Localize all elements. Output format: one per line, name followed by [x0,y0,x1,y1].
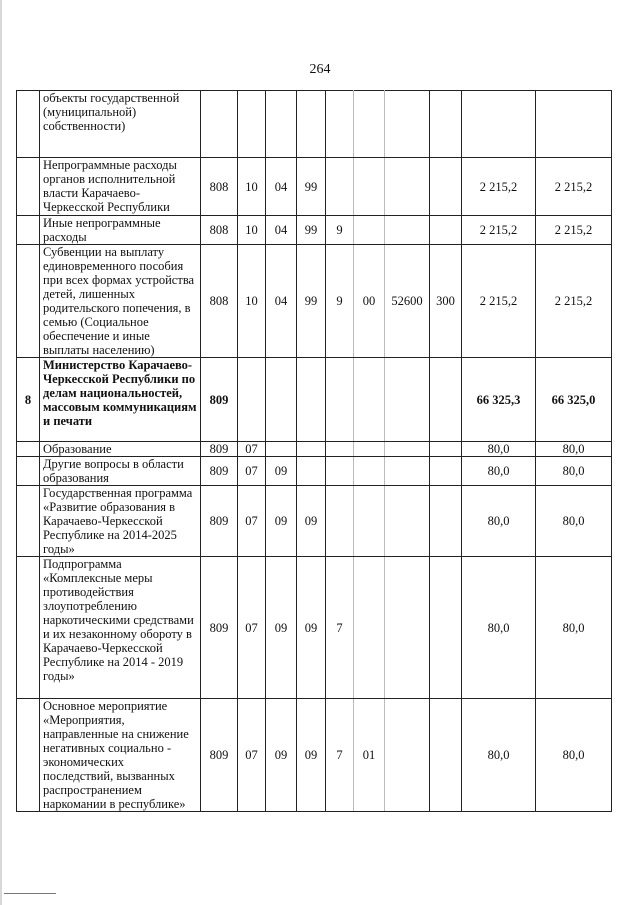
amount-year-2: 2 215,2 [536,245,612,358]
expense-type-code [430,699,462,812]
row-number [17,486,40,557]
table-row [17,442,612,457]
admin-code: 808 [201,216,238,245]
subsection-code: 04 [266,216,297,245]
section-code: 07 [238,557,266,699]
admin-code [201,91,238,158]
amount-year-1: 80,0 [462,699,536,812]
target-code-3 [354,91,385,158]
target-code-3 [354,442,385,457]
section-code: 10 [238,216,266,245]
amount-year-2: 80,0 [536,457,612,486]
target-code-3 [354,457,385,486]
expense-type-code [430,158,462,216]
target-code-2: 7 [326,699,354,812]
page-number: 264 [309,62,331,77]
target-code-1 [297,358,326,442]
item-name: Непрограммные расходы органов исполнительной власти Карачаево-Черкесской Республики [40,158,201,216]
expense-type-code [430,442,462,457]
expense-type-code: 300 [430,245,462,358]
target-code-3 [354,158,385,216]
target-code-1: 99 [297,158,326,216]
table-row [17,216,612,245]
table-body [17,91,612,812]
target-code-4 [385,91,430,158]
amount-year-2 [536,91,612,158]
amount-year-1: 2 215,2 [462,158,536,216]
amount-year-1: 80,0 [462,457,536,486]
item-name: Другие вопросы в области образования [40,457,201,486]
expense-type-code [430,557,462,699]
row-number [17,245,40,358]
target-code-4 [385,699,430,812]
table-row [17,457,612,486]
section-code: 07 [238,699,266,812]
admin-code: 809 [201,486,238,557]
expense-type-code [430,457,462,486]
amount-year-2: 80,0 [536,699,612,812]
table-row [17,158,612,216]
target-code-4 [385,457,430,486]
expense-type-code [430,91,462,158]
row-number [17,557,40,699]
section-code: 10 [238,245,266,358]
item-name: Государственная программа «Развитие образования в Карачаево-Черкесской Республике на 2014-2025 годы» [40,486,201,557]
item-name: Основное мероприятие «Мероприятия, направленные на снижение негативных социально - экономических последствий, вызванных распространением наркомании в республике» [40,699,201,812]
amount-year-2: 2 215,2 [536,158,612,216]
target-code-1 [297,442,326,457]
target-code-4 [385,216,430,245]
target-code-4 [385,358,430,442]
target-code-3: 00 [354,245,385,358]
target-code-1: 09 [297,557,326,699]
target-code-1 [297,457,326,486]
table-row [17,245,612,358]
section-code: 07 [238,457,266,486]
expense-type-code [430,358,462,442]
subsection-code [266,91,297,158]
amount-year-1: 66 325,3 [462,358,536,442]
expense-type-code [430,486,462,557]
amount-year-2: 80,0 [536,486,612,557]
amount-year-2: 80,0 [536,442,612,457]
amount-year-1: 80,0 [462,442,536,457]
amount-year-1: 80,0 [462,486,536,557]
target-code-2: 9 [326,245,354,358]
target-code-4: 52600 [385,245,430,358]
admin-code: 808 [201,158,238,216]
target-code-1: 09 [297,486,326,557]
table-row [17,91,612,158]
target-code-2: 9 [326,216,354,245]
amount-year-1: 2 215,2 [462,216,536,245]
admin-code: 809 [201,699,238,812]
target-code-2 [326,158,354,216]
target-code-2 [326,91,354,158]
target-code-1: 99 [297,216,326,245]
item-name: Подпрограмма «Комплексные меры противодействия злоупотреблению наркотическими средствами и их незаконному обороту в Карачаево-Черкесской Республике на 2014 - 2019 годы» [40,557,201,699]
target-code-1: 09 [297,699,326,812]
subsection-code [266,442,297,457]
target-code-1 [297,91,326,158]
row-number [17,457,40,486]
target-code-4 [385,442,430,457]
target-code-2: 7 [326,557,354,699]
subsection-code [266,358,297,442]
table-row [17,486,612,557]
subsection-code: 04 [266,245,297,358]
amount-year-2: 2 215,2 [536,216,612,245]
footer-dash [4,893,56,894]
amount-year-2: 66 325,0 [536,358,612,442]
subsection-code: 09 [266,486,297,557]
amount-year-1 [462,91,536,158]
item-name: объекты государственной (муниципальной) собственности) [40,91,201,158]
target-code-2 [326,442,354,457]
target-code-3: 01 [354,699,385,812]
admin-code: 809 [201,457,238,486]
row-number [17,216,40,245]
target-code-3 [354,216,385,245]
subsection-code: 04 [266,158,297,216]
scan-edge [0,0,2,905]
budget-table [16,90,612,812]
item-name: Министерство Карачаево-Черкесской Республики по делам национальностей, массовым коммуникациям и печати [40,358,201,442]
subsection-code: 09 [266,457,297,486]
admin-code: 809 [201,358,238,442]
amount-year-1: 80,0 [462,557,536,699]
section-code: 10 [238,158,266,216]
target-code-4 [385,557,430,699]
subsection-code: 09 [266,699,297,812]
row-number [17,91,40,158]
admin-code: 808 [201,245,238,358]
target-code-2 [326,457,354,486]
section-code: 07 [238,442,266,457]
section-code: 07 [238,486,266,557]
row-number [17,699,40,812]
item-name: Иные непрограммные расходы [40,216,201,245]
target-code-4 [385,486,430,557]
item-name: Субвенции на выплату единовременного пособия при всех формах устройства детей, лишенных родительского попечения, в семью (Социальное обеспечение и иные выплаты населению) [40,245,201,358]
section-code [238,358,266,442]
expense-type-code [430,216,462,245]
row-number [17,442,40,457]
target-code-2 [326,358,354,442]
amount-year-1: 2 215,2 [462,245,536,358]
table-row [17,358,612,442]
admin-code: 809 [201,557,238,699]
target-code-3 [354,557,385,699]
row-number: 8 [17,358,40,442]
table-row [17,557,612,699]
target-code-4 [385,158,430,216]
table-row [17,699,612,812]
item-name: Образование [40,442,201,457]
target-code-1: 99 [297,245,326,358]
admin-code: 809 [201,442,238,457]
target-code-3 [354,486,385,557]
target-code-3 [354,358,385,442]
subsection-code: 09 [266,557,297,699]
section-code [238,91,266,158]
target-code-2 [326,486,354,557]
amount-year-2: 80,0 [536,557,612,699]
row-number [17,158,40,216]
